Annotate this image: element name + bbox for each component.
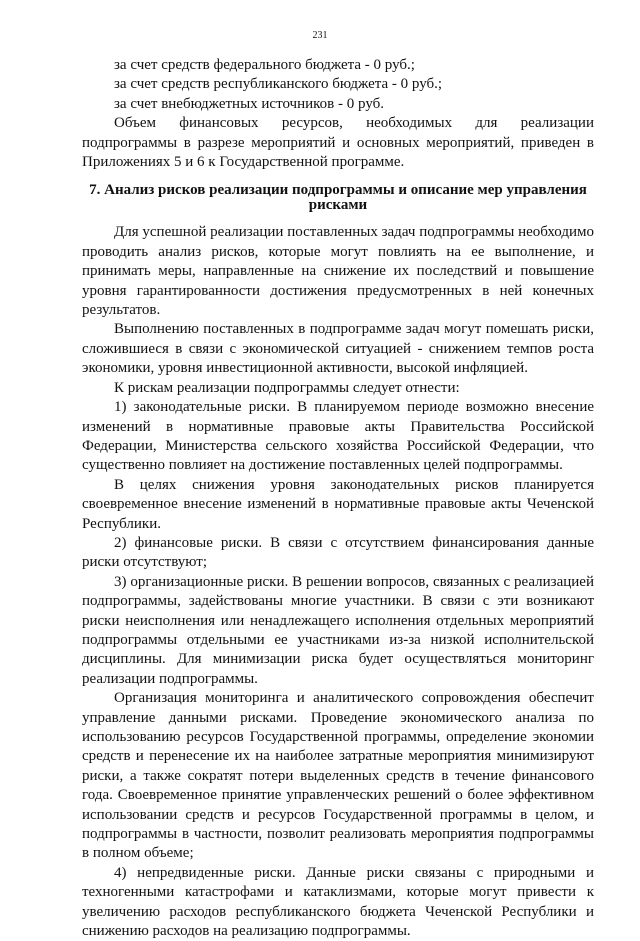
paragraph: Выполнению поставленных в подпрограмме задач могут помешать риски, сложившиеся в связи с экономической ситуацией - снижением темпов роста экономики, уровня инвестиционной активности, высокой инфляцией. bbox=[82, 321, 594, 377]
funding-republic-line: за счет средств республиканского бюджета - 0 руб.; bbox=[114, 76, 443, 93]
paragraph: 1) законодательные риски. В планируемом периоде возможно внесение изменений в нормативные правовые акты Правительства Российской Федерации, Министерства сельского хозяйства Российской Федерации, что существенно повлияет на достижение поставленных целей подпрограммы. bbox=[82, 399, 594, 474]
paragraph: Для успешной реализации поставленных задач подпрограммы необходимо проводить анализ рисков, которые могут повлиять на ее выполнение, и принимать меры, направленные на снижение их последствий и повышение уровня гарантированности достижения предусмотренных в ней конечных результатов. bbox=[82, 224, 594, 319]
paragraph: В целях снижения уровня законодательных рисков планируется своевременное внесение изменений в нормативные правовые акты Чеченской Республики. bbox=[82, 476, 594, 532]
page-number: 231 bbox=[312, 30, 328, 41]
funding-federal-line: за счет средств федерального бюджета - 0 руб.; bbox=[114, 57, 415, 73]
section-heading: 7. Анализ рисков реализации подпрограммы и описание мер управления рисками bbox=[89, 182, 587, 214]
paragraph: Организация мониторинга и аналитического сопровождения обеспечит управление данными рисками. Проведение экономического анализа по использованию ресурсов Государственной программы, определение экономии средств и перенесение их на наиболее затратные мероприятия минимизируют риски, а также сократят потери выделенных средств в течение финансового года. Своевременное принятие управленческих решений о более эффективном использовании средств и ресурсов Государственной программы в целом, и подпрограммы в частности, позволит реализовать мероприятия подпрограммы в полном объеме; bbox=[82, 690, 594, 862]
paragraph: 2) финансовые риски. В связи с отсутствием финансирования данные риски отсутствуют; bbox=[82, 534, 594, 571]
funding-extrabudget-line: за счет внебюджетных источников - 0 руб. bbox=[114, 95, 384, 112]
funding-paragraph: Объем финансовых ресурсов, необходимых для реализации подпрограммы в разрезе мероприятий и основных мероприятий, приведен в Приложениях 5 и 6 к Государственной программе. bbox=[82, 115, 594, 171]
paragraph: 4) непредвиденные риски. Данные риски связаны с природными и техногенными катастрофами и катаклизмами, которые могут привести к увеличению расходов республиканского бюджета Чеченской Республики и снижению расходов на реализацию подпрограммы. bbox=[82, 864, 594, 940]
document-body bbox=[82, 56, 594, 941]
paragraph: К рискам реализации подпрограммы следует отнести: bbox=[114, 379, 460, 396]
paragraph: 3) организационные риски. В решении вопросов, связанных с реализацией подпрограммы, задействованы многие участники. В связи с эти возникают риски неисполнения или ненадлежащего исполнения отдельных мероприятий подпрограммы отдельными ее участниками из-за низкой исполнительской дисциплины. Для минимизации риска будет осуществляться мониторинг реализации подпрограммы. bbox=[82, 573, 594, 687]
